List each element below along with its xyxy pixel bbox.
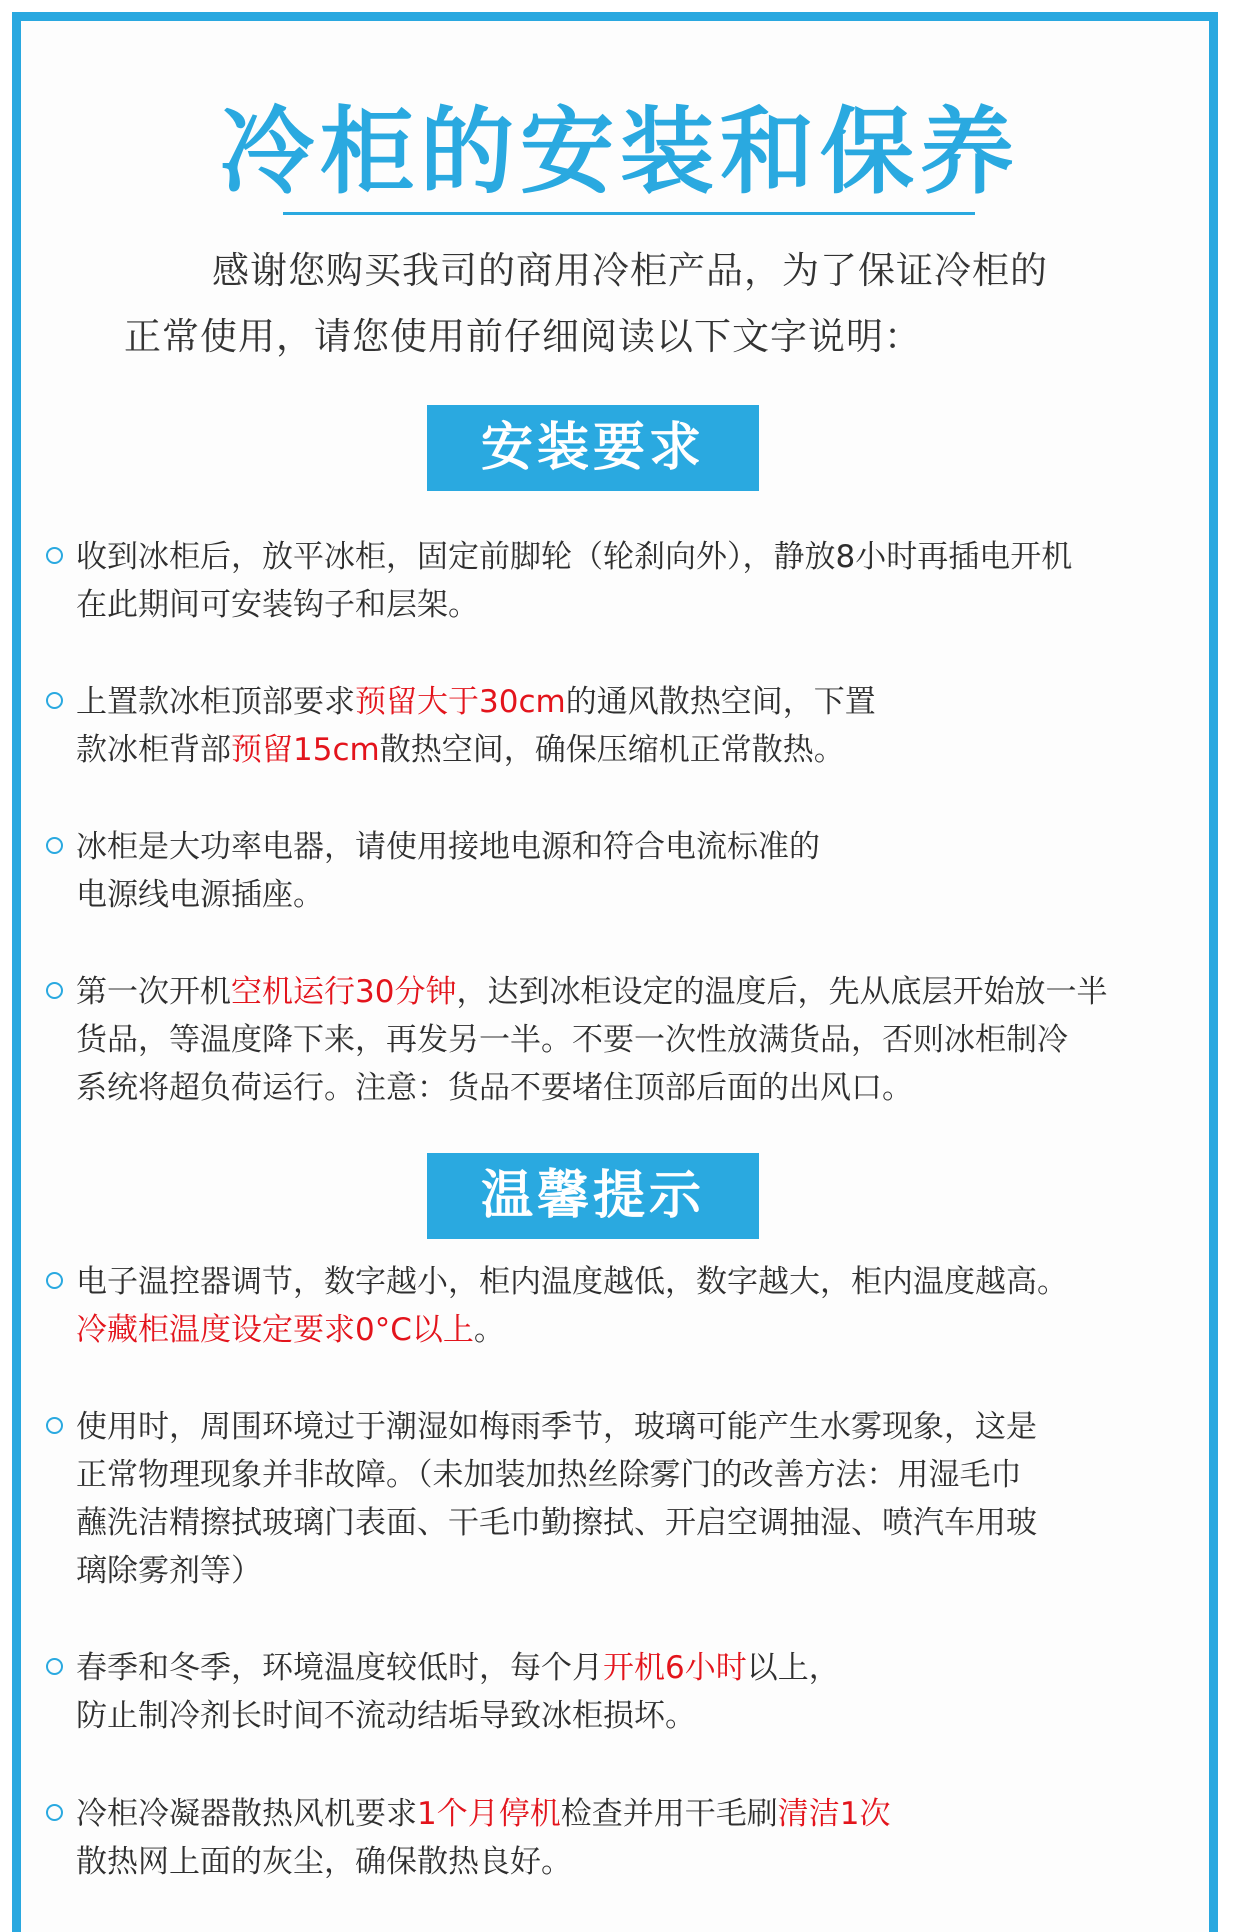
highlight-text: 预留大于30cm: [355, 684, 566, 720]
title-underline: [283, 212, 975, 215]
item-text-segment: 上置款冰柜顶部要求: [76, 684, 355, 720]
item-text-segment: 收到冰柜后，放平冰柜，固定前脚轮（轮刹向外），静放8小时再插电开机: [76, 539, 1073, 575]
item-text-segment: 璃除雾剂等）: [76, 1553, 262, 1589]
item-text-segment: 电源线电源插座。: [76, 877, 324, 913]
tip-item-2: [46, 1403, 1196, 1595]
item-text-segment: 检查并用干毛刷: [560, 1796, 778, 1832]
highlight-text: 开机6小时: [603, 1650, 747, 1686]
item-text: [76, 533, 1196, 629]
install-item-4: [46, 968, 1196, 1112]
circle-bullet-icon: [46, 837, 63, 854]
item-text-segment: 款冰柜背部: [76, 732, 231, 768]
highlight-text: 空机运行30分钟: [231, 974, 457, 1010]
item-text: [76, 968, 1196, 1112]
item-text-segment: 散热空间，确保压缩机正常散热。: [379, 732, 845, 768]
item-text-segment: 防止制冷剂长时间不流动结垢导致冰柜损坏。: [76, 1698, 696, 1734]
section-banner-install: 安装要求: [427, 405, 759, 491]
item-text-segment: 以上，: [746, 1650, 840, 1686]
item-text-segment: 。: [473, 1312, 505, 1348]
circle-bullet-icon: [46, 1417, 63, 1434]
item-text-segment: 冷柜冷凝器散热风机要求: [76, 1796, 417, 1832]
install-item-2: [46, 678, 1196, 774]
item-text-segment: 第一次开机: [76, 974, 231, 1010]
install-item-1: [46, 533, 1196, 629]
item-text-segment: 的通风散热空间，下置: [565, 684, 876, 720]
tip-item-1: [46, 1258, 1196, 1354]
circle-bullet-icon: [46, 692, 63, 709]
item-text-segment: 系统将超负荷运行。注意：货品不要堵住顶部后面的出风口。: [76, 1070, 913, 1106]
install-item-3: [46, 823, 1196, 919]
item-text-segment: 春季和冬季，环境温度较低时，每个月: [76, 1650, 603, 1686]
item-text: [76, 1790, 1196, 1886]
item-text-segment: 电子温控器调节，数字越小，柜内温度越低，数字越大，柜内温度越高。: [76, 1264, 1068, 1300]
intro-line-1: 感谢您购买我司的商用冷柜产品，为了保证冷柜的: [212, 249, 1048, 292]
tip-item-4: [46, 1790, 1196, 1886]
item-text-segment: 冰柜是大功率电器，请使用接地电源和符合电流标准的: [76, 829, 820, 865]
item-text: [76, 823, 1196, 919]
item-text: [76, 678, 1196, 774]
item-text-segment: 货品，等温度降下来，再发另一半。不要一次性放满货品，否则冰柜制冷: [76, 1022, 1068, 1058]
item-text: [76, 1258, 1196, 1354]
intro-line-2: 正常使用，请您使用前仔细阅读以下文字说明：: [124, 315, 922, 358]
section-banner-tips: 温馨提示: [427, 1153, 759, 1239]
item-text-segment: 使用时，周围环境过于潮湿如梅雨季节，玻璃可能产生水雾现象，这是: [76, 1409, 1037, 1445]
item-text: [76, 1644, 1196, 1740]
highlight-text: 1个月停机: [417, 1796, 561, 1832]
intro-paragraph: [124, 238, 1124, 370]
item-text-segment: 在此期间可安装钩子和层架。: [76, 587, 479, 623]
tip-item-3: [46, 1644, 1196, 1740]
item-text: [76, 1403, 1196, 1595]
circle-bullet-icon: [46, 982, 63, 999]
page-title: 冷柜的安装和保养: [219, 98, 1020, 207]
item-text-segment: 蘸洗洁精擦拭玻璃门表面、干毛巾勤擦拭、开启空调抽湿、喷汽车用玻: [76, 1505, 1037, 1541]
item-text-segment: 正常物理现象并非故障。（未加装加热丝除雾门的改善方法：用湿毛巾: [76, 1457, 1022, 1493]
circle-bullet-icon: [46, 1804, 63, 1821]
item-text-segment: ，达到冰柜设定的温度后，先从底层开始放一半: [456, 974, 1108, 1010]
highlight-text: 预留15cm: [231, 732, 380, 768]
circle-bullet-icon: [46, 1658, 63, 1675]
highlight-text: 清洁1次: [777, 1796, 891, 1832]
circle-bullet-icon: [46, 547, 63, 564]
highlight-text: 冷藏柜温度设定要求0°C以上: [76, 1312, 474, 1348]
circle-bullet-icon: [46, 1272, 63, 1289]
item-text-segment: 散热网上面的灰尘，确保散热良好。: [76, 1844, 572, 1880]
